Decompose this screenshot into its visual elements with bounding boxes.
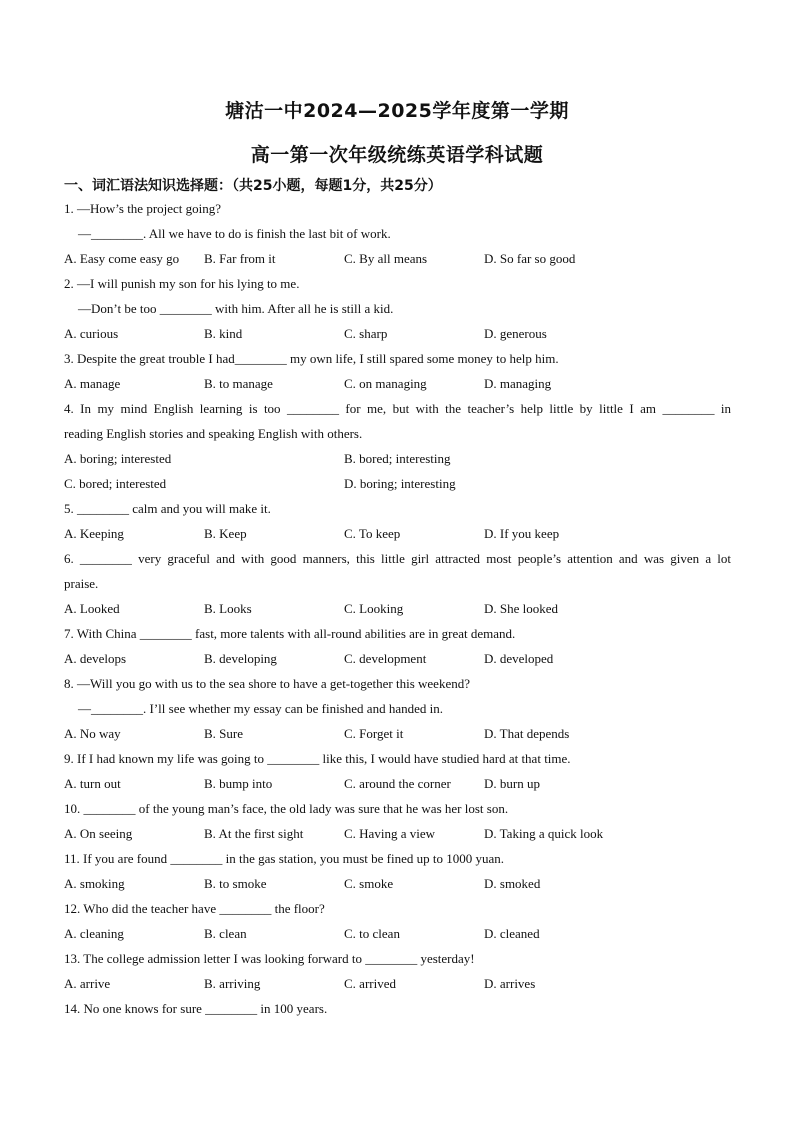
question-8-option-d[interactable]: D. That depends (484, 726, 570, 741)
question-3-options (64, 375, 734, 393)
question-12-option-a[interactable]: A. cleaning (64, 926, 124, 941)
question-1-option-d[interactable]: D. So far so good (484, 251, 576, 266)
question-12-options (64, 925, 734, 943)
question-4-stem: 4. In my mind English learning is too ________ for me, but with the teacher’s help little by little I am ________ in (64, 401, 731, 416)
question-8-response: —________. I’ll see whether my essay can be finished and handed in. (78, 701, 443, 716)
question-6-options (64, 600, 734, 618)
question-2-option-d[interactable]: D. generous (484, 326, 547, 341)
question-6-option-c[interactable]: C. Looking (344, 601, 404, 616)
question-1-response: —________. All we have to do is finish the last bit of work. (78, 226, 391, 241)
question-11-options (64, 875, 734, 893)
question-5-option-d[interactable]: D. If you keep (484, 526, 560, 541)
question-7-option-c[interactable]: C. development (344, 651, 427, 666)
question-5-option-c[interactable]: C. To keep (344, 526, 401, 541)
question-8-option-c[interactable]: C. Forget it (344, 726, 404, 741)
question-2-options (64, 325, 734, 343)
question-13-stem: 13. The college admission letter I was looking forward to ________ yesterday! (64, 951, 475, 966)
question-4-options-row1 (64, 450, 734, 468)
question-3-option-c[interactable]: C. on managing (344, 376, 427, 391)
question-7-option-a[interactable]: A. develops (64, 651, 127, 666)
question-1-option-c[interactable]: C. By all means (344, 251, 428, 266)
question-3-option-a[interactable]: A. manage (64, 376, 121, 391)
question-5-options (64, 525, 734, 543)
question-7-option-b[interactable]: B. developing (204, 651, 277, 666)
question-10-options (64, 825, 734, 843)
question-10-option-a[interactable]: A. On seeing (64, 826, 133, 841)
question-1-option-a[interactable]: A. Easy come easy go (64, 251, 180, 266)
question-6-option-a[interactable]: A. Looked (64, 601, 120, 616)
question-9-options (64, 775, 734, 793)
question-1-option-b[interactable]: B. Far from it (204, 251, 276, 266)
question-9-option-d[interactable]: D. burn up (484, 776, 540, 791)
question-9-option-c[interactable]: C. around the corner (344, 776, 451, 791)
question-11-option-c[interactable]: C. smoke (344, 876, 394, 891)
question-13-option-a[interactable]: A. arrive (64, 976, 111, 991)
question-11-stem: 11. If you are found ________ in the gas station, you must be fined up to 1000 yuan. (64, 851, 505, 866)
question-5-stem: 5. ________ calm and you will make it. (64, 501, 271, 516)
question-9-option-a[interactable]: A. turn out (64, 776, 121, 791)
question-13-options (64, 975, 734, 993)
question-3-option-b[interactable]: B. to manage (204, 376, 273, 391)
question-8-option-a[interactable]: A. No way (64, 726, 121, 741)
question-6-stem-cont: praise. (64, 576, 99, 591)
question-7-stem: 7. With China ________ fast, more talents with all-round abilities are in great demand. (64, 626, 516, 641)
question-4-option-a[interactable]: A. boring; interested (64, 451, 172, 466)
question-10-option-c[interactable]: C. Having a view (344, 826, 435, 841)
question-1-stem: 1. —How’s the project going? (64, 201, 222, 216)
question-13-option-c[interactable]: C. arrived (344, 976, 396, 991)
question-11-option-a[interactable]: A. smoking (64, 876, 125, 891)
question-13-option-d[interactable]: D. arrives (484, 976, 536, 991)
question-6-option-b[interactable]: B. Looks (204, 601, 252, 616)
question-2-response: —Don’t be too ________ with him. After all he is still a kid. (78, 301, 394, 316)
question-4-option-b[interactable]: B. bored; interesting (344, 451, 451, 466)
question-10-option-b[interactable]: B. At the first sight (204, 826, 304, 841)
question-4-option-d[interactable]: D. boring; interesting (344, 476, 456, 491)
question-6-stem: 6. ________ very graceful and with good manners, this little girl attracted most people’s attention and was given a lot (64, 551, 731, 566)
question-12-option-c[interactable]: C. to clean (344, 926, 400, 941)
question-11-option-b[interactable]: B. to smoke (204, 876, 267, 891)
question-4-option-c[interactable]: C. bored; interested (64, 476, 167, 491)
question-3-option-d[interactable]: D. managing (484, 376, 552, 391)
question-10-option-d[interactable]: D. Taking a quick look (484, 826, 604, 841)
question-7-options (64, 650, 734, 668)
question-2-option-b[interactable]: B. kind (204, 326, 243, 341)
question-13-option-b[interactable]: B. arriving (204, 976, 261, 991)
question-8-option-b[interactable]: B. Sure (204, 726, 243, 741)
question-12-option-b[interactable]: B. clean (204, 926, 247, 941)
question-4-stem-cont: reading English stories and speaking English with others. (64, 426, 363, 441)
question-9-stem: 9. If I had known my life was going to ________ like this, I would have studied hard at that time. (64, 751, 571, 766)
question-8-stem: 8. —Will you go with us to the sea shore to have a get-together this weekend? (64, 676, 470, 691)
question-7-option-d[interactable]: D. developed (484, 651, 554, 666)
question-6-option-d[interactable]: D. She looked (484, 601, 559, 616)
question-3-stem: 3. Despite the great trouble I had________ my own life, I still spared some money to help him. (64, 351, 559, 366)
question-8-options (64, 725, 734, 743)
question-2-stem: 2. —I will punish my son for his lying to me. (64, 276, 300, 291)
question-2-option-c[interactable]: C. sharp (344, 326, 388, 341)
question-11-option-d[interactable]: D. smoked (484, 876, 541, 891)
question-1-options (64, 250, 734, 268)
question-2-option-a[interactable]: A. curious (64, 326, 119, 341)
question-12-option-d[interactable]: D. cleaned (484, 926, 540, 941)
exam-title: 塘沽一中2024—2025学年度第一学期 (225, 100, 569, 122)
question-14-stem: 14. No one knows for sure ________ in 100 years. (64, 1001, 328, 1016)
question-10-stem: 10. ________ of the young man’s face, the old lady was sure that he was her lost son. (64, 801, 509, 816)
question-4-options-row2 (64, 475, 734, 493)
question-12-stem: 12. Who did the teacher have ________ the floor? (64, 901, 325, 916)
exam-subtitle: 高一第一次年级统练英语学科试题 (250, 144, 544, 166)
question-5-option-b[interactable]: B. Keep (204, 526, 247, 541)
question-9-option-b[interactable]: B. bump into (204, 776, 273, 791)
question-5-option-a[interactable]: A. Keeping (64, 526, 124, 541)
section-heading: 一、词汇语法知识选择题：（共25小题，每题1分，共25分） (64, 178, 442, 194)
